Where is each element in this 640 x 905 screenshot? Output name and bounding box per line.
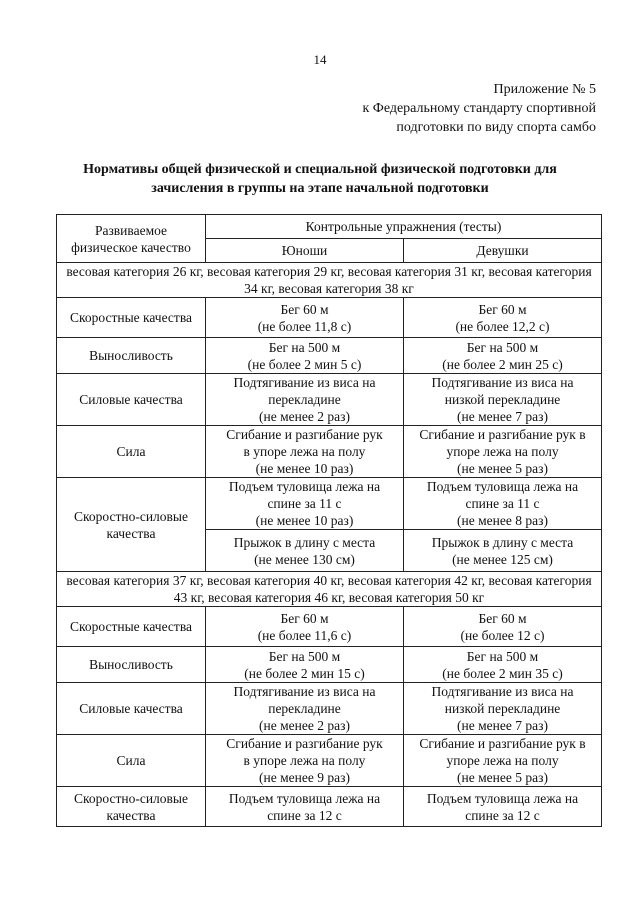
- appendix-line: к Федеральному стандарту спортивной: [362, 101, 596, 116]
- quality-cell-line: Силовые качества: [79, 392, 183, 407]
- boys-norm-cell-line: Сгибание и разгибание рук: [226, 427, 383, 442]
- boys-norm-cell-line: перекладине: [268, 701, 341, 716]
- header-quality-line: Развиваемое: [94, 222, 168, 238]
- table-row: [57, 683, 602, 735]
- boys-norm-cell-line: Бег на 500 м: [268, 648, 341, 664]
- girls-norm-cell: [404, 478, 602, 530]
- quality-cell: [57, 647, 206, 683]
- boys-norm-cell-line: (не более 2 мин 5 с): [247, 356, 362, 372]
- boys-norm-cell: [206, 374, 404, 426]
- boys-norm-cell-line: спине за 11 с: [267, 496, 342, 511]
- boys-norm-cell-line: в упоре лежа на полу: [243, 753, 366, 768]
- girls-norm-cell-line: (не более 2 мин 25 с): [442, 356, 563, 372]
- girls-norm-cell-line: (не менее 5 раз): [457, 770, 548, 785]
- appendix-heading: [362, 80, 596, 137]
- boys-norm-cell-line: (не менее 9 раз): [259, 770, 350, 785]
- quality-cell: [57, 374, 206, 426]
- boys-norm-cell-line: Сгибание и разгибание рук: [226, 736, 383, 751]
- boys-norm-cell: [206, 735, 404, 787]
- weight-category-row: [57, 263, 602, 298]
- boys-norm-cell-line: (не более 2 мин 15 с): [244, 665, 365, 681]
- table-row: [57, 647, 602, 683]
- girls-norm-cell-line: Бег на 500 м: [466, 648, 539, 664]
- header-tests: Контрольные упражнения (тесты): [206, 215, 602, 239]
- boys-norm-cell: [206, 530, 404, 572]
- boys-norm-cell: [206, 298, 404, 338]
- girls-norm-cell: [404, 374, 602, 426]
- quality-cell: [57, 607, 206, 647]
- table-row: [57, 426, 602, 478]
- girls-norm-cell-line: Подъем туловища лежа на: [426, 790, 579, 806]
- quality-cell: [57, 735, 206, 787]
- document-title-line: зачисления в группы на этапе начальной подготовки: [151, 181, 489, 196]
- girls-norm-cell-line: Бег 60 м: [478, 610, 527, 626]
- header-quality: [57, 215, 206, 263]
- boys-norm-cell-line: в упоре лежа на полу: [243, 444, 366, 459]
- girls-norm-cell-line: (не более 12 с): [460, 627, 545, 643]
- quality-cell-line: качества: [106, 525, 156, 541]
- boys-norm-cell: [206, 787, 404, 827]
- quality-cell: [57, 426, 206, 478]
- girls-norm-cell-line: низкой перекладине: [444, 701, 561, 716]
- weight-category-text: весовая категория 37 кг, весовая категория 40 кг, весовая категория 42 кг, весовая категория 43 кг, весовая категория 46 кг, весовая категория 50 кг: [57, 572, 602, 607]
- girls-norm-cell-line: Подтягивание из виса на: [431, 375, 574, 390]
- quality-cell-line: Выносливость: [89, 348, 173, 363]
- girls-norm-cell: [404, 735, 602, 787]
- girls-norm-cell: [404, 647, 602, 683]
- quality-cell-line: Скоростные качества: [69, 619, 193, 634]
- quality-cell: [57, 338, 206, 374]
- table-row: [57, 298, 602, 338]
- quality-cell-line: качества: [106, 807, 156, 823]
- page-number: 14: [313, 52, 327, 67]
- quality-cell: [57, 478, 206, 572]
- girls-norm-cell-line: упоре лежа на полу: [446, 444, 559, 459]
- table-row: [57, 338, 602, 374]
- boys-norm-cell-line: перекладине: [268, 392, 341, 407]
- girls-norm-cell: [404, 683, 602, 735]
- table-row: [57, 374, 602, 426]
- document-title: [40, 160, 600, 198]
- girls-norm-cell-line: (не более 2 мин 35 с): [442, 665, 563, 681]
- table-row: [57, 607, 602, 647]
- boys-norm-cell-line: Прыжок в длину с места: [233, 534, 376, 550]
- boys-norm-cell-line: Подтягивание из виса на: [233, 684, 376, 699]
- boys-norm-cell-line: (не менее 2 раз): [259, 409, 350, 424]
- boys-norm-cell: [206, 607, 404, 647]
- girls-norm-cell-line: (не менее 125 см): [452, 551, 553, 567]
- girls-norm-cell-line: (не менее 7 раз): [457, 409, 548, 424]
- girls-norm-cell-line: (не менее 8 раз): [457, 513, 548, 528]
- girls-norm-cell: [404, 787, 602, 827]
- boys-norm-cell: [206, 647, 404, 683]
- girls-norm-cell: [404, 607, 602, 647]
- boys-norm-cell-line: Подъем туловища лежа на: [228, 790, 381, 806]
- boys-norm-cell-line: (не менее 2 раз): [259, 718, 350, 733]
- norms-table: [56, 214, 602, 827]
- girls-norm-cell: [404, 338, 602, 374]
- quality-cell-line: Скоростно-силовые: [74, 508, 188, 524]
- quality-cell: [57, 787, 206, 827]
- document-title-line: Нормативы общей физической и специальной физической подготовки для: [83, 162, 557, 177]
- girls-norm-cell-line: низкой перекладине: [444, 392, 561, 407]
- boys-norm-cell-line: Бег 60 м: [280, 610, 329, 626]
- weight-category-text: весовая категория 26 кг, весовая категория 29 кг, весовая категория 31 кг, весовая категория 34 кг, весовая категория 38 кг: [57, 263, 602, 298]
- girls-norm-cell-line: Сгибание и разгибание рук в: [419, 427, 586, 442]
- quality-cell-line: Скоростно-силовые: [74, 790, 188, 806]
- girls-norm-cell: [404, 426, 602, 478]
- quality-cell-line: Сила: [116, 753, 146, 768]
- girls-norm-cell-line: упоре лежа на полу: [446, 753, 559, 768]
- boys-norm-cell-line: (не менее 130 см): [254, 551, 355, 567]
- header-quality-line: физическое качество: [71, 239, 191, 255]
- boys-norm-cell: [206, 426, 404, 478]
- girls-norm-cell: [404, 530, 602, 572]
- quality-cell-line: Скоростные качества: [69, 310, 193, 325]
- boys-norm-cell-line: Бег 60 м: [280, 301, 329, 317]
- girls-norm-cell-line: (не более 12,2 с): [455, 318, 550, 334]
- header-girls: Девушки: [404, 239, 602, 263]
- quality-cell: [57, 298, 206, 338]
- appendix-line: подготовки по виду спорта самбо: [396, 120, 596, 135]
- table-row: [57, 478, 602, 530]
- girls-norm-cell-line: Бег на 500 м: [466, 339, 539, 355]
- girls-norm-cell-line: Подтягивание из виса на: [431, 684, 574, 699]
- quality-cell-line: Сила: [116, 444, 146, 459]
- boys-norm-cell-line: (не более 11,8 с): [257, 318, 352, 334]
- table-row: [57, 787, 602, 827]
- boys-norm-cell-line: Подъем туловища лежа на: [228, 479, 381, 494]
- table-row: [57, 735, 602, 787]
- boys-norm-cell-line: (не менее 10 раз): [255, 461, 354, 476]
- boys-norm-cell-line: спине за 12 с: [267, 807, 342, 823]
- appendix-line: Приложение № 5: [493, 82, 596, 97]
- header-boys: Юноши: [206, 239, 404, 263]
- quality-cell-line: Выносливость: [89, 657, 173, 672]
- girls-norm-cell-line: Подъем туловища лежа на: [426, 479, 579, 494]
- boys-norm-cell: [206, 338, 404, 374]
- girls-norm-cell-line: (не менее 5 раз): [457, 461, 548, 476]
- weight-category-row: [57, 572, 602, 607]
- quality-cell: [57, 683, 206, 735]
- boys-norm-cell: [206, 478, 404, 530]
- girls-norm-cell-line: спине за 11 с: [465, 496, 540, 511]
- girls-norm-cell-line: (не менее 7 раз): [457, 718, 548, 733]
- boys-norm-cell-line: (не менее 10 раз): [255, 513, 354, 528]
- boys-norm-cell-line: (не более 11,6 с): [257, 627, 352, 643]
- boys-norm-cell-line: Подтягивание из виса на: [233, 375, 376, 390]
- boys-norm-cell-line: Бег на 500 м: [268, 339, 341, 355]
- quality-cell-line: Силовые качества: [79, 701, 183, 716]
- boys-norm-cell: [206, 683, 404, 735]
- girls-norm-cell-line: Прыжок в длину с места: [431, 534, 574, 550]
- girls-norm-cell-line: спине за 12 с: [465, 807, 540, 823]
- girls-norm-cell-line: Сгибание и разгибание рук в: [419, 736, 586, 751]
- girls-norm-cell-line: Бег 60 м: [478, 301, 527, 317]
- girls-norm-cell: [404, 298, 602, 338]
